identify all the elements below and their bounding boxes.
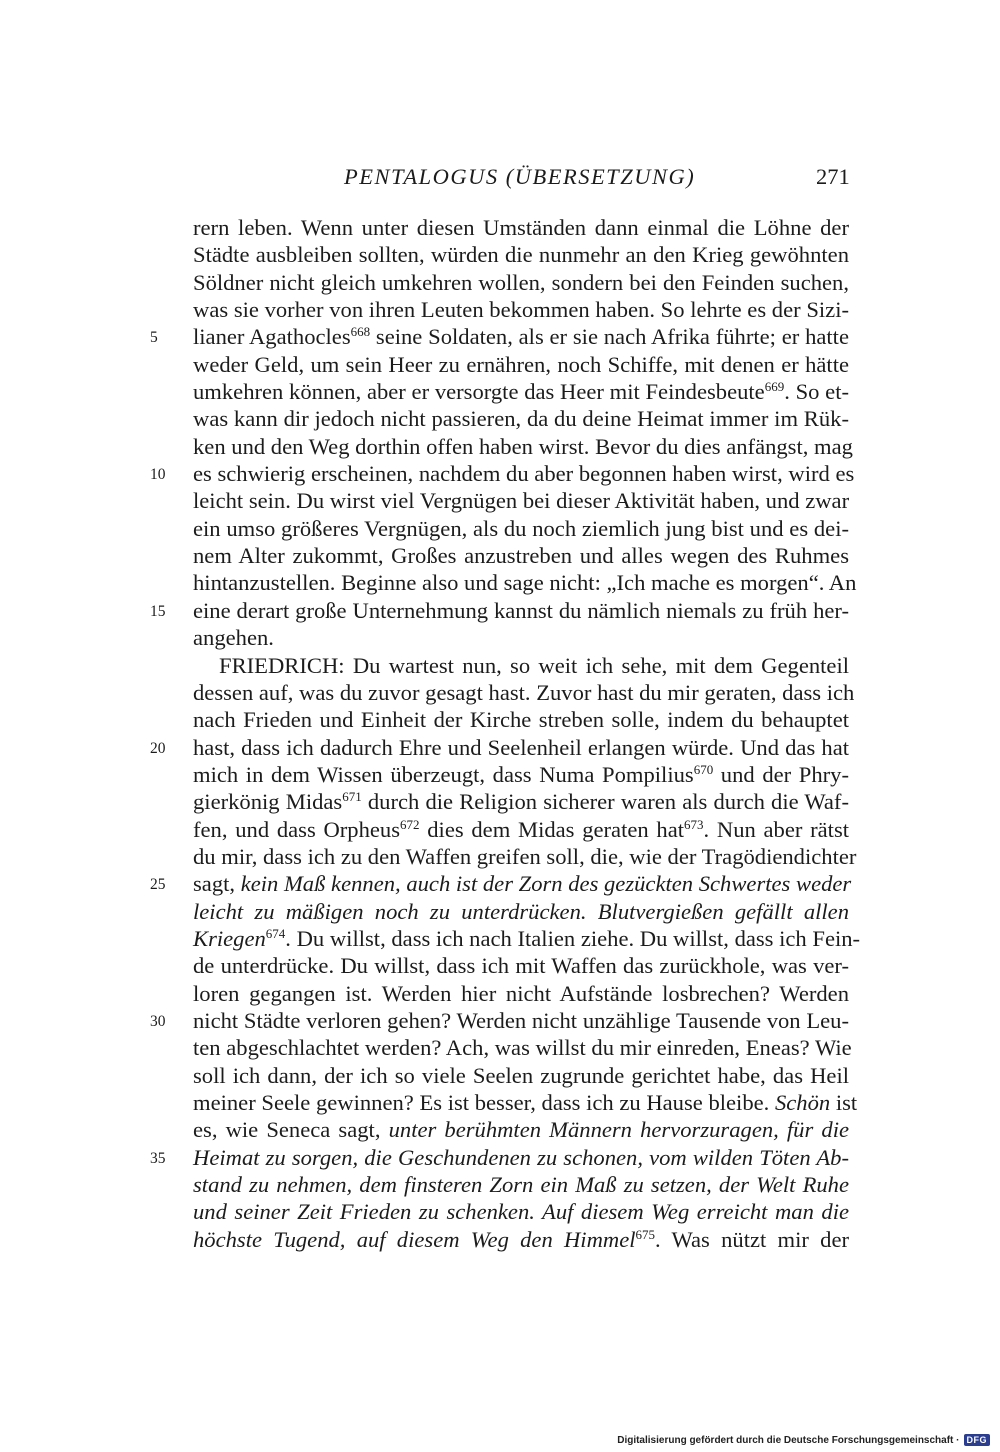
dfg-logo: DFG [964,1434,991,1446]
text-line [150,1007,849,1034]
footnote-ref: 669 [764,379,785,395]
text-segment: fen, und dass Orpheus [193,816,401,842]
text-line [193,788,849,815]
text-line [193,241,849,268]
italic-quote: Schön [774,1090,831,1115]
text-segment: und der Phry- [713,761,849,787]
text-segment: Städte ausbleiben sollten, würden die nunmehr an den Krieg gewöhnten [193,242,849,268]
italic-quote: unter berühmten Männern hervorzuragen, für die [388,1117,849,1143]
text-line [193,1171,849,1198]
text-segment: ein umso größeres Vergnügen, als du noch ziemlich jung bist und es dei- [193,515,849,541]
text-line [193,706,849,733]
line-number: 25 [150,876,166,894]
text-segment: nach Frieden und Einheit der Kirche streben solle, indem du behauptet [193,707,849,733]
text-segment: eine derart große Unternehmung kannst du nämlich niemals zu früh her- [193,597,849,623]
text-line [193,1198,849,1225]
text-line [193,1062,849,1089]
text-line [193,433,853,460]
text-line [193,405,849,432]
text-segment: leicht sein. Du wirst viel Vergnügen bei dieser Aktivität haben, und zwar [193,488,850,514]
text-line [193,1226,849,1253]
text-line [193,761,849,788]
text-segment: Söldner nicht gleich umkehren wollen, sondern bei den Feinden suchen, [193,269,849,295]
text-line [150,1144,849,1171]
funding-text: Digitalisierung gefördert durch die Deutsche Forschungsgemeinschaft · [617,1434,960,1446]
text-line [193,487,849,514]
text-segment: lianer Agathocles [193,324,351,350]
text-segment: rern leben. Wenn unter diesen Umständen dann einmal die Löhne der [193,215,849,240]
text-segment: ken und den Weg dorthin offen haben wirst. Bevor du dies anfängst, mag [193,433,853,459]
text-segment: durch die Religion sicherer waren als durch die Waf- [361,789,849,815]
italic-quote: Heimat zu sorgen, die Geschundenen zu schonen, vom wilden Töten Ab- [193,1144,849,1170]
text-segment: ten abgeschlachtet werden? Ach, was willst du mir einreden, Eneas? Wie [193,1035,852,1061]
text-line [193,679,855,706]
line-number: 30 [150,1012,166,1030]
text-segment: hintanzustellen. Beginne also und sage nicht: „Ich mache es morgen“. An [193,570,857,596]
footnote-ref: 673 [684,816,704,832]
text-segment: umkehren können, aber er versorgte das Heer mit Feindesbeute [193,379,765,405]
text-segment: was kann dir jedoch nicht passieren, da du deine Heimat immer im Rük- [193,406,849,432]
footnote-ref: 670 [693,761,714,777]
running-header [0,164,1000,194]
text-segment: weder Geld, um sein Heer zu ernähren, noch Schiffe, mit denen er hätte [193,351,849,377]
text-line [193,652,849,679]
text-segment: meiner Seele gewinnen? Es ist besser, dass ich zu Hause bleibe. [193,1090,775,1115]
text-segment: ist [830,1090,858,1115]
text-line [193,378,849,405]
text-line [193,542,849,569]
italic-quote: höchste Tugend, auf diesem Weg den Himmel [193,1226,636,1252]
text-segment: . Was nützt mir der [655,1226,849,1252]
text-segment: nicht Städte verloren gehen? Werden nicht unzählige Tausende von Leu- [193,1007,849,1033]
line-number: 35 [150,1149,166,1167]
text-line [193,296,849,323]
text-segment: . So et- [784,379,849,405]
italic-quote: leicht zu mäßigen noch zu unterdrücken. Blutvergießen gefällt allen [193,898,849,924]
text-segment: loren gegangen ist. Werden hier nicht Aufstände losbrechen? Werden [193,980,849,1006]
text-segment: FRIEDRICH: Du wartest nun, so weit ich sehe, mit dem Gegenteil [219,652,849,678]
text-line [150,460,855,487]
text-line [193,1116,849,1143]
italic-quote: und seiner Zeit Frieden zu schenken. Auf diesem Weg erreicht man die [193,1199,849,1225]
text-line [193,980,849,1007]
text-line [193,1089,858,1116]
text-segment: angehen. [193,625,274,651]
text-segment: hast, dass ich dadurch Ehre und Seelenheil erlangen würde. Und das hat [193,734,849,760]
text-line [150,870,852,897]
text-segment: gierkönig Midas [193,789,343,815]
text-line [193,925,861,952]
text-line [193,515,849,542]
text-line [193,843,857,870]
running-title: PENTALOGUS (ÜBERSETZUNG) [344,164,696,189]
text-segment: was sie vorher von ihren Leuten bekommen haben. So lehrte es der Sizi- [193,297,849,323]
text-segment: du mir, dass ich zu den Waffen greifen soll, die, wie der Tragödiendichter [193,843,857,869]
text-segment: dies dem Midas geraten hat [419,816,685,842]
text-segment: . Du willst, dass ich nach Italien ziehe. Du willst, dass ich Fein- [285,925,861,951]
footnote-ref: 668 [350,324,371,340]
body-text [150,214,861,1253]
text-segment: soll ich dann, der ich so viele Seelen zugrunde gerichtet habe, das Heil [193,1062,849,1088]
italic-quote: kein Maß kennen, auch ist der Zorn des gezückten Schwertes weder [240,871,852,897]
text-line [193,569,857,596]
italic-quote: Kriegen [193,925,266,951]
text-line [193,269,849,296]
text-line [150,323,849,350]
italic-quote: stand zu nehmen, dem finsteren Zorn ein Maß zu setzen, der Welt Ruhe [193,1172,849,1198]
footnote-ref: 671 [342,789,362,805]
text-line [150,597,849,624]
text-segment: dessen auf, was du zuvor gesagt hast. Zuvor hast du mir geraten, dass ich [193,679,855,705]
text-line [150,734,849,761]
text-line [193,1034,852,1061]
text-line [193,952,849,979]
text-line [193,898,849,925]
text-line [193,351,849,378]
line-number: 15 [150,602,166,620]
line-number: 10 [150,466,166,484]
text-line [193,624,849,651]
text-segment: es schwierig erscheinen, nachdem du aber begonnen haben wirst, wird es [193,461,855,487]
text-segment: mich in dem Wissen überzeugt, dass Numa Pompilius [193,761,694,787]
text-segment: de unterdrücke. Du willst, dass ich mit Waffen das zurückhole, was ver- [193,953,849,979]
footnote-ref: 675 [635,1226,656,1242]
text-line [193,816,849,843]
text-segment: es, wie Seneca sagt, [193,1117,389,1143]
funding-note [617,1434,990,1446]
text-segment: . Nun aber rätst [703,816,850,842]
text-segment: seine Soldaten, als er sie nach Afrika führte; er hatte [370,324,849,350]
text-segment: nem Alter zukommt, Großes anzustreben und alles wegen des Ruhmes [193,543,849,569]
line-number: 5 [150,329,158,347]
footnote-ref: 674 [265,925,286,941]
page-number: 271 [816,164,850,189]
text-segment: sagt, [193,871,241,897]
text-line [193,214,849,241]
line-number: 20 [150,739,166,757]
footnote-ref: 672 [400,816,420,832]
